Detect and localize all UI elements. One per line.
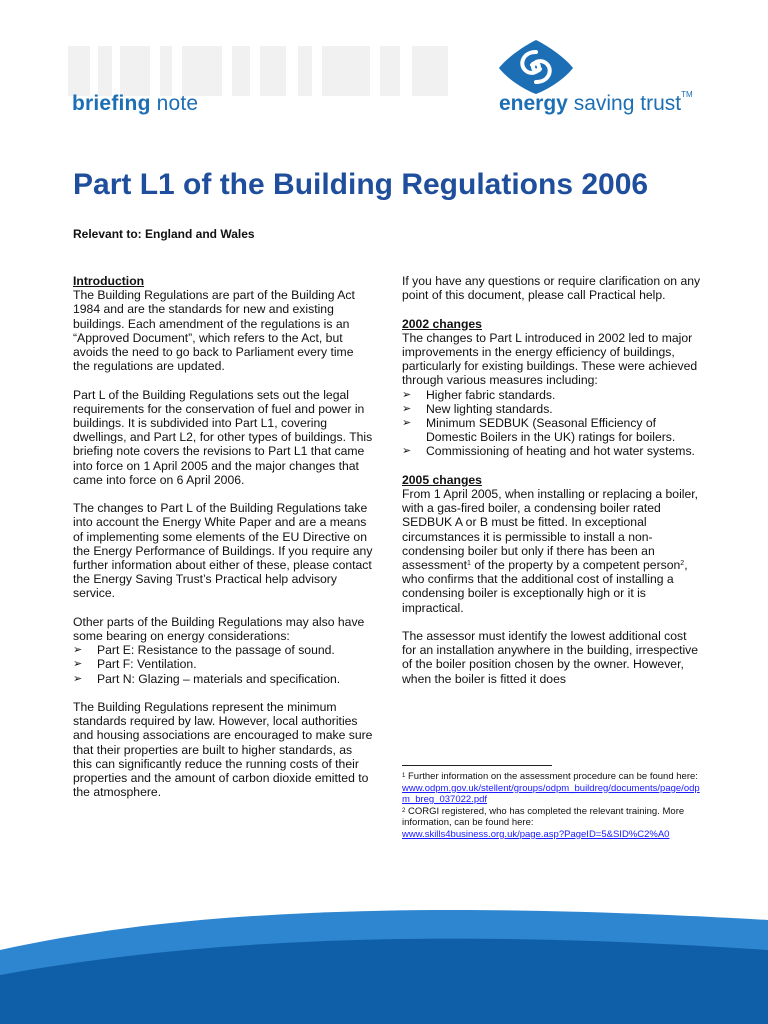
list-item: ➢ Commissioning of heating and hot water systems. [402,444,695,459]
briefing-note-label: briefing note [72,92,199,115]
intro-paragraph-3: The changes to Part L of the Building Regulations take into account the Energy White Paper and are a means of implementing some elements of the EU Directive on the Energy Performance of Buildings. If you require any further information about either of these, please contact the Energy Saving Trust’s Practical help advisory service. [73,501,373,601]
list-item: ➢ Part F: Ventilation. [73,657,197,672]
relevant-to: Relevant to: England and Wales [73,227,255,241]
footnotes [402,765,702,840]
intro-paragraph-5: The Building Regulations represent the minimum standards required by law. However, local authorities and housing associations are encouraged to make sure that their properties are built to higher standards, as this can significantly reduce the running costs of their properties and the amount of carbon dioxide emitted to the atmosphere. [73,700,373,800]
questions-paragraph: If you have any questions or require clarification on any point of this document, please call Practical help. [402,274,701,303]
footnote-divider [402,765,552,766]
energy-saving-trust-logo-icon [497,38,575,96]
footnote-ref-2: 2 [680,560,685,568]
arrow-bullet-icon: ➢ [73,644,83,657]
other-parts-list [73,643,373,686]
changes-2005-paragraph-2: The assessor must identify the lowest additional cost for an installation anywhere in the building, irrespective of the boiler position chosen by the owner. However, when the boiler is fitted it does [402,629,699,686]
footnote-1-link[interactable]: www.odpm.gov.uk/stellent/groups/odpm_buildreg/documents/page/odpm_breg_037022.pdf [402,782,700,805]
footnote-1: $^1$ Further information on the assessment procedure can be found here: [402,771,698,782]
changes-2005-heading: 2005 changes [402,472,482,487]
changes-2002-list [402,388,702,459]
page-title: Part L1 of the Building Regulations 2006 [73,168,649,201]
intro-paragraph-1: The Building Regulations are part of the Building Act 1984 and are the standards for new and existing buildings. Each amendment of the regulations is an “Approved Document”, which refers to the Act, but avoids the need to go back to Parliament every time the regulations are updated. [73,288,355,374]
arrow-bullet-icon: ➢ [402,417,412,430]
left-column [73,274,373,814]
list-item: ➢ Part N: Glazing – materials and specification. [73,671,341,686]
changes-2002-paragraph: The changes to Part L introduced in 2002 led to major improvements in the energy efficiency of buildings, particularly for existing buildings. These were achieved through various measures including: [402,330,698,388]
list-item: ➢ Minimum SEDBUK (Seasonal Efficiency of Domestic Boilers in the UK) ratings for boilers. [402,416,676,445]
list-item: ➢ Higher fabric standards. [402,387,556,402]
changes-2002-heading: 2002 changes [402,316,482,331]
introduction-heading: Introduction [73,274,145,288]
footnote-ref-1: 1 [467,560,471,568]
intro-paragraph-2: Part L of the Building Regulations sets out the legal requirements for the conservation of fuel and power in buildings. It is subdivided into Part L1, covering dwellings, and Part L2, for other types of buildings. This briefing note covers the revisions to Part L1 that came into force on 1 April 2005 and the major changes that came into force on 6 April 2006. [73,387,373,487]
arrow-bullet-icon: ➢ [73,658,83,671]
changes-2005-paragraph-1: From 1 April 2005, when installing or replacing a boiler, with a gas-fired boiler, a condensing boiler rated SEDBUK A or B must be fitted. In exceptional circumstances it is permissible to install a non-condensing boiler but only if there has been an assessment$^1$ of the property by a competent person$^2$, who confirms that the additional cost of installing a condensing boiler is exceptionally high or it is impractical. [402,487,699,615]
list-item: ➢ New lighting standards. [402,401,553,416]
arrow-bullet-icon: ➢ [402,388,412,401]
footer-wave-decoration [0,895,768,1024]
energy-saving-trust-logo-text: energy saving trust™ [499,90,693,115]
arrow-bullet-icon: ➢ [73,672,83,685]
right-column [402,274,702,700]
arrow-bullet-icon: ➢ [402,445,412,458]
footnote-2-link[interactable]: www.skills4business.org.uk/page.asp?PageID=5&SID%C2%A0 [402,828,670,840]
list-item: ➢ Part E: Resistance to the passage of sound. [73,643,335,658]
arrow-bullet-icon: ➢ [402,402,412,415]
footnote-2: $^2$ CORGI registered, who has completed the relevant training. More information, can be found here: [402,805,685,828]
header-ghost-pattern [68,40,468,100]
intro-paragraph-4: Other parts of the Building Regulations may also have some bearing on energy considerations: [73,614,365,644]
